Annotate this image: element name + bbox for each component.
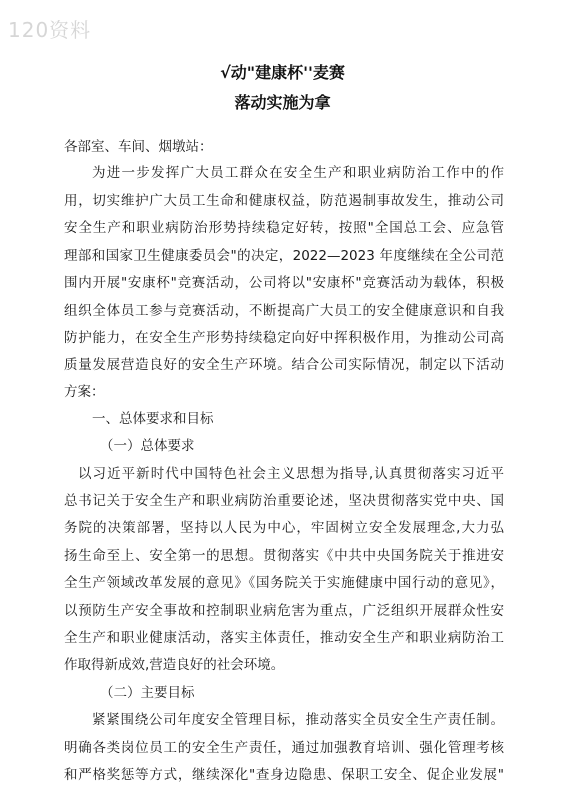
intro-line: 组织全体员工参与竞赛活动，不断提高广大员工的安全健康意识和自我 (64, 303, 504, 319)
subsection-heading: （一）总体要求 (100, 438, 195, 454)
body-line: 以习近平新时代中国特色社会主义思想为指导,认真贯彻落实习近平 (78, 466, 504, 482)
body-line: 全生产和职业健康活动，落实主体责任，推动安全生产和职业病防治工 (64, 630, 504, 646)
intro-line: 防护能力，在安全生产形势持续稳定向好中挥积极作用，为推动公司高 (64, 330, 504, 346)
body-line: 以预防生产安全事故和控制职业病危害为重点，广泛组织开展群众性安 (64, 603, 504, 619)
subsection-heading: （二）主要目标 (100, 685, 195, 701)
body-line: 和严格奖惩等方式，继续深化"查身边隐患、保职工安全、促企业发展" (64, 767, 504, 783)
document-title: √动"建康杯''麦赛 (220, 63, 345, 82)
body-line: 全生产领域改革发展的意见》《国务院关于实施健康中国行动的意见》， (64, 575, 504, 591)
intro-line: 方案： (64, 384, 105, 400)
document-subtitle: 落动实施为拿 (234, 93, 331, 112)
intro-line: 质量发展营造良好的安全生产环境。结合公司实际情况，制定以下活动 (64, 357, 504, 373)
body-line: 总书记关于安全生产和职业病防治重要论述，坚决贯彻落实党中央、国 (64, 493, 504, 509)
intro-line: 安全生产和职业病防治形势持续稳定好转，按照"全国总工会、应急管 (64, 220, 504, 236)
intro-line: 用，切实维护广大员工生命和健康权益，防范遏制事故发生，推动公司 (64, 193, 504, 209)
body-line: 紧紧围绕公司年度安全管理目标，推动落实全员安全生产责任制。 (92, 712, 504, 728)
body-line: 务院的决策部署，坚持以人民为中心，牢固树立安全发展理念,大力弘 (64, 520, 504, 536)
section-heading: 一、总体要求和目标 (92, 411, 214, 427)
body-line: 扬生命至上、安全第一的思想。贯彻落实《中共中央国务院关于推进安 (64, 548, 504, 564)
watermark: 120资料 (8, 18, 92, 42)
intro-line: 理部和国家卫生健康委员会"的决定，2022—2023 年度继续在全公司范 (64, 248, 504, 264)
intro-line: 为进一步发挥广大员工群众在安全生产和职业病防治工作中的作 (92, 165, 504, 181)
salutation: 各部室、车间、烟墩站： (64, 139, 213, 155)
body-line: 作取得新成效,营造良好的社会环境。 (64, 657, 285, 673)
body-line: 明确各类岗位员工的安全生产责任，通过加强教育培训、强化管理考核 (64, 740, 504, 756)
intro-line: 围内开展"安康杯"竞赛活动，公司将以"安康杯"竞赛活动为载体，积极 (64, 275, 504, 291)
